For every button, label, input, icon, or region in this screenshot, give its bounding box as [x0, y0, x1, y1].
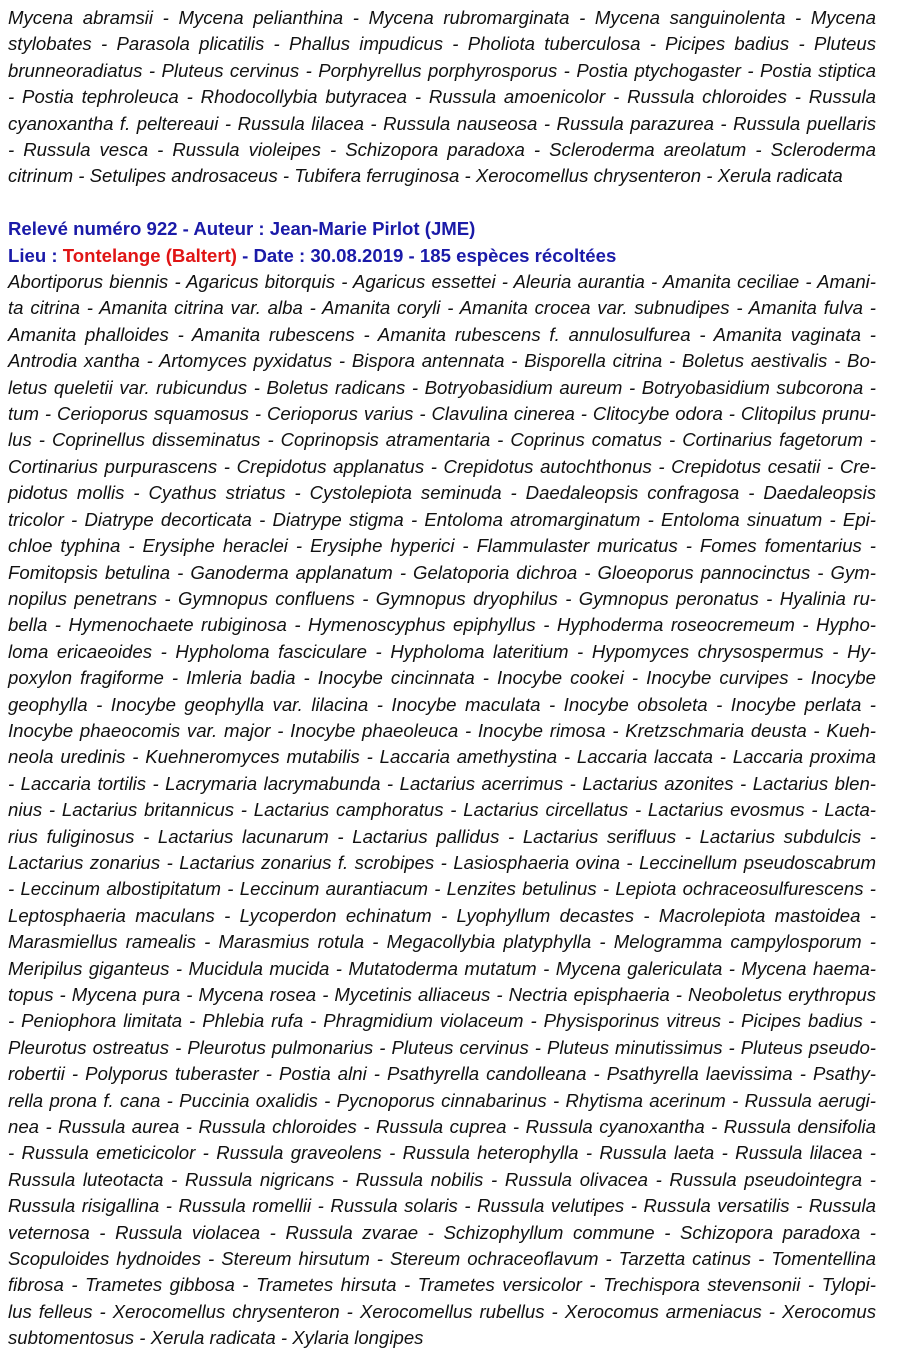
- species-line: Russula luteotacta - Russula nigricans - Russula nobilis - Russula olivacea - Russula pseudointegra -: [8, 1168, 876, 1190]
- species-line: fibrosa - Trametes gibbosa - Trametes hirsuta - Trametes versicolor - Trechispora stevensonii - Tylopi-: [8, 1274, 876, 1296]
- species-line: Antrodia xantha - Artomyces pyxidatus - Bispora antennata - Bisporella citrina - Boletus aestivalis - Bo-: [8, 350, 876, 372]
- species-line: Meripilus giganteus - Mucidula mucida - Mutatoderma mutatum - Mycena galericulata - Mycena haema-: [8, 957, 876, 979]
- species-line: tum - Cerioporus squamosus - Cerioporus varius - Clavulina cinerea - Clitocybe odora - Clitopilus prunu-: [8, 403, 876, 425]
- species-line: lus - Coprinellus disseminatus - Coprinopsis atramentaria - Coprinus comatus - Cortinarius fagetorum -: [8, 429, 876, 451]
- species-line: Pleurotus ostreatus - Pleurotus pulmonarius - Pluteus cervinus - Pluteus minutissimus - Pluteus pseudo-: [8, 1036, 876, 1058]
- species-line: ta citrina - Amanita citrina var. alba - Amanita coryli - Amanita crocea var. subnudipes - Amanita fulva -: [8, 297, 876, 319]
- species-line: lus felleus - Xerocomellus chrysenteron - Xerocomellus rubellus - Xerocomus armeniacus - Xerocomus: [8, 1300, 876, 1322]
- species-line: nea - Russula aurea - Russula chloroides - Russula cuprea - Russula cyanoxantha - Russula densifolia: [8, 1116, 876, 1138]
- species-line: Amanita phalloides - Amanita rubescens - Amanita rubescens f. annulosulfurea - Amanita vaginata -: [8, 323, 876, 345]
- species-line: cyanoxantha f. peltereaui - Russula lilacea - Russula nauseosa - Russula parazurea - Russula puellaris: [8, 112, 876, 134]
- species-line: - Russula emeticicolor - Russula graveolens - Russula heterophylla - Russula laeta - Russula lilacea -: [8, 1142, 876, 1164]
- species-line: Leptosphaeria maculans - Lycoperdon echinatum - Lyophyllum decastes - Macrolepiota mastoidea -: [8, 904, 876, 926]
- place-name: Tontelange (Baltert): [62, 244, 237, 266]
- species-line: nius - Lactarius britannicus - Lactarius camphoratus - Lactarius circellatus - Lactarius evosmus - Lacta-: [8, 799, 876, 821]
- species-line: brunneoradiatus - Pluteus cervinus - Porphyrellus porphyrosporus - Postia ptychogaster - Postia stiptica: [8, 59, 876, 81]
- species-line: - Peniophora limitata - Phlebia rufa - Phragmidium violaceum - Physisporinus vitreus - Picipes badius -: [8, 1010, 876, 1032]
- place-label: Lieu :: [8, 244, 63, 266]
- species-line: - Postia tephroleuca - Rhodocollybia butyracea - Russula amoenicolor - Russula chloroides - Russula: [8, 86, 876, 108]
- species-line: chloe typhina - Erysiphe heraclei - Erysiphe hyperici - Flammulaster muricatus - Fomes fomentarius -: [8, 535, 876, 557]
- species-line: - Laccaria tortilis - Lacrymaria lacrymabunda - Lactarius acerrimus - Lactarius azonites - Lactarius blen-: [8, 772, 876, 794]
- species-line: bella - Hymenochaete rubiginosa - Hymenoscyphus epiphyllus - Hyphoderma roseocremeum - Hypho-: [8, 614, 876, 636]
- record-place-line: [8, 243, 876, 269]
- species-line: Fomitopsis betulina - Ganoderma applanatum - Gelatoporia dichroa - Gloeoporus pannocinctus - Gym-: [8, 561, 876, 583]
- species-line: poxylon fragiforme - Imleria badia - Inocybe cincinnata - Inocybe cookei - Inocybe curvipes - Inocybe: [8, 667, 876, 689]
- species-line: Russula risigallina - Russula romellii - Russula solaris - Russula velutipes - Russula versatilis - Russula: [8, 1195, 876, 1217]
- species-line: nopilus penetrans - Gymnopus confluens - Gymnopus dryophilus - Gymnopus peronatus - Hyalinia ru-: [8, 587, 876, 609]
- species-line: tricolor - Diatrype decorticata - Diatrype stigma - Entoloma atromarginatum - Entoloma sinuatum - Epi-: [8, 508, 876, 530]
- record-title: Relevé numéro 922 - Auteur : Jean-Marie Pirlot (JME): [8, 218, 476, 240]
- species-line: Marasmiellus ramealis - Marasmius rotula - Megacollybia platyphylla - Melogramma campylosporum -: [8, 931, 876, 953]
- species-line: geophylla - Inocybe geophylla var. lilacina - Inocybe maculata - Inocybe obsoleta - Inocybe perlata -: [8, 693, 876, 715]
- previous-record-species-list: [8, 5, 876, 190]
- species-line: Cortinarius purpurascens - Crepidotus applanatus - Crepidotus autochthonus - Crepidotus cesatii - Cre-: [8, 455, 876, 477]
- species-line: - Russula vesca - Russula violeipes - Schizopora paradoxa - Scleroderma areolatum - Scleroderma: [8, 139, 876, 161]
- species-line: letus queletii var. rubicundus - Boletus radicans - Botryobasidium aureum - Botryobasidium subcorona -: [8, 376, 876, 398]
- species-line: robertii - Polyporus tuberaster - Postia alni - Psathyrella candolleana - Psathyrella laevissima - Psathy-: [8, 1063, 876, 1085]
- record-separator: [8, 190, 876, 216]
- record-species-list: [8, 269, 876, 1352]
- document-page: [8, 5, 876, 1352]
- species-line: rella prona f. cana - Puccinia oxalidis - Pycnoporus cinnabarinus - Rhytisma acerinum - Russula aerugi-: [8, 1089, 876, 1111]
- species-line: neola uredinis - Kuehneromyces mutabilis - Laccaria amethystina - Laccaria laccata - Laccaria proxima: [8, 746, 876, 768]
- species-line: Abortiporus biennis - Agaricus bitorquis - Agaricus essettei - Aleuria aurantia - Amanita ceciliae - Amani-: [8, 271, 876, 293]
- species-line: - Leccinum albostipitatum - Leccinum aurantiacum - Lenzites betulinus - Lepiota ochraceosulfurescens -: [8, 878, 876, 900]
- species-line: loma ericaeoides - Hypholoma fasciculare - Hypholoma lateritium - Hypomyces chrysospermus - Hy-: [8, 640, 876, 662]
- species-line: veternosa - Russula violacea - Russula zvarae - Schizophyllum commune - Schizopora paradoxa -: [8, 1221, 876, 1243]
- species-line: pidotus mollis - Cyathus striatus - Cystolepiota seminuda - Daedaleopsis confragosa - Daedaleopsis: [8, 482, 876, 504]
- species-line: stylobates - Parasola plicatilis - Phallus impudicus - Pholiota tuberculosa - Picipes badius - Pluteus: [8, 33, 876, 55]
- species-line: Scopuloides hydnoides - Stereum hirsutum - Stereum ochraceoflavum - Tarzetta catinus - Tomentellina: [8, 1248, 876, 1270]
- date-and-species-count: - Date : 30.08.2019 - 185 espèces récoltées: [236, 244, 617, 266]
- species-line: citrinum - Setulipes androsaceus - Tubifera ferruginosa - Xerocomellus chrysenteron - Xerula radicata: [8, 165, 843, 187]
- species-line: rius fuliginosus - Lactarius lacunarum - Lactarius pallidus - Lactarius serifluus - Lactarius subdulcis -: [8, 825, 876, 847]
- species-line: Inocybe phaeocomis var. major - Inocybe phaeoleuca - Inocybe rimosa - Kretzschmaria deusta - Kueh-: [8, 719, 876, 741]
- species-line: subtomentosus - Xerula radicata - Xylaria longipes: [8, 1327, 424, 1349]
- species-line: topus - Mycena pura - Mycena rosea - Mycetinis alliaceus - Nectria episphaeria - Neoboletus erythropus: [8, 984, 876, 1006]
- species-line: Lactarius zonarius - Lactarius zonarius f. scrobipes - Lasiosphaeria ovina - Leccinellum pseudoscabrum: [8, 851, 876, 873]
- species-line: Mycena abramsii - Mycena pelianthina - Mycena rubromarginata - Mycena sanguinolenta - Mycena: [8, 7, 876, 28]
